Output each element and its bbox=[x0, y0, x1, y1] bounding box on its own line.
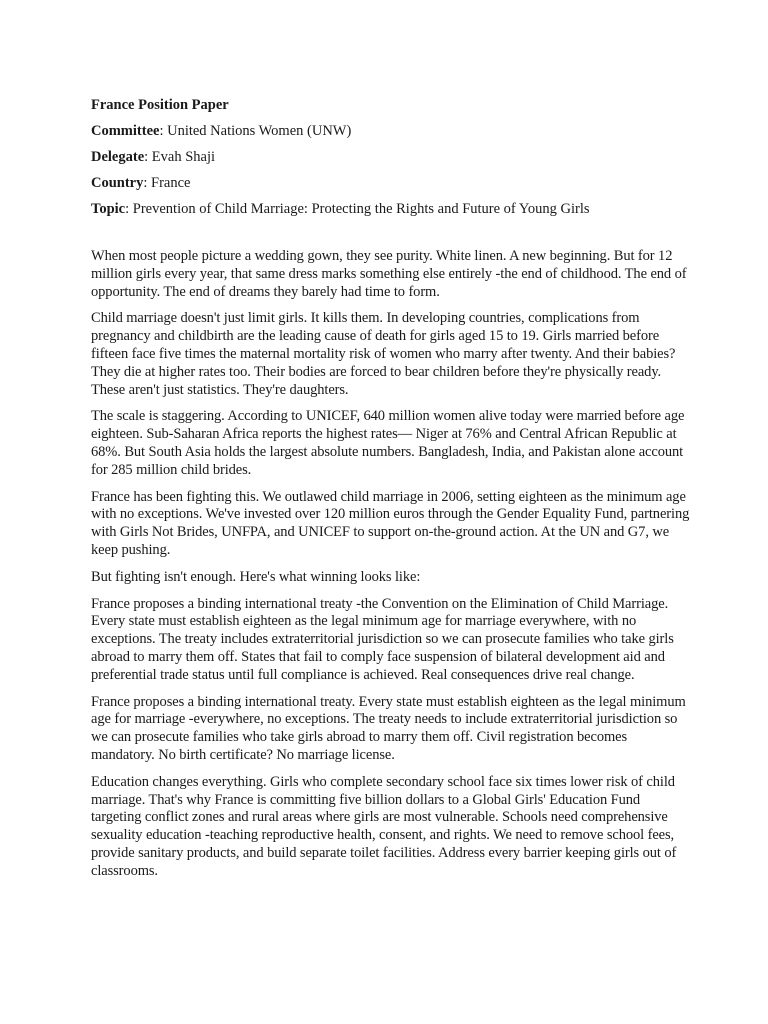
country-label: Country bbox=[91, 175, 144, 191]
topic-line bbox=[91, 200, 691, 218]
committee-label: Committee bbox=[91, 123, 160, 139]
section-spacer bbox=[91, 226, 691, 248]
delegate-line bbox=[91, 148, 691, 166]
paragraph-scale: The scale is staggering. According to UNICEF, 640 million women alive today were married before age eighteen. Sub-Saharan Africa reports the highest rates— Niger at 76% and Central African Republic at 68%. But South Asia holds the largest absolute numbers. Bangladesh, India, and Pakistan alone account for 285 million child brides. bbox=[91, 408, 685, 478]
paragraph-education: Education changes everything. Girls who complete secondary school face six times lower risk of child marriage. That's why France is committing five billion dollars to a Global Girls' Education Fund targeting conflict zones and rural areas where girls are most vulnerable. Schools need comprehensive sexuality education -teaching reproductive health, consent, and rights. We need to remove school fees, provide sanitary products, and build separate toilet facilities. Address every barrier keeping girls out of classrooms. bbox=[91, 773, 677, 879]
topic-label: Topic bbox=[91, 201, 126, 217]
paragraph-france-actions: France has been fighting this. We outlawed child marriage in 2006, setting eighteen as the minimum age with no exceptions. We've invested over 120 million euros through the Gender Equality Fund, partnering with Girls Not Brides, UNFPA, and UNICEF to support on-the-ground action. At the UN and G7, we keep pushing. bbox=[91, 488, 690, 558]
document-page bbox=[91, 96, 691, 890]
committee-line bbox=[91, 122, 691, 140]
delegate-label: Delegate bbox=[91, 149, 145, 165]
paragraph-intro: When most people picture a wedding gown, they see purity. White linen. A new beginning. But for 12 million girls every year, that same dress marks something else entirely -the end of childhood. The end of opportunity. The end of dreams they barely had time to form. bbox=[91, 248, 687, 300]
country-line bbox=[91, 174, 691, 192]
paragraph-treaty-proposal: France proposes a binding international treaty -the Convention on the Elimination of Child Marriage. Every state must establish eighteen as the legal minimum age for marriage everywhere, with no exceptions. The treaty includes extraterritorial jurisdiction so we can prosecute families who take girls abroad to marry them off. States that fail to comply face suspension of bilateral development aid and preferential trade status until full compliance is achieved. Real consequences drive real change. bbox=[91, 595, 674, 683]
topic-value: : Prevention of Child Marriage: Protecting the Rights and Future of Young Girls bbox=[125, 201, 590, 217]
paragraph-treaty-registration: France proposes a binding international treaty. Every state must establish eighteen as the legal minimum age for marriage -everywhere, no exceptions. The treaty needs to include extraterritorial jurisdiction so we can prosecute families who take girls abroad to marry them off. Civil registration becomes mandatory. No birth certificate? No marriage license. bbox=[91, 693, 686, 763]
paragraph-health-risks: Child marriage doesn't just limit girls. It kills them. In developing countries, complications from pregnancy and childbirth are the leading cause of death for girls aged 15 to 19. Girls married before fifteen face five times the maternal mortality risk of women who marry after twenty. And their babies? They die at higher rates too. Their bodies are forced to bear children before they're physically ready. These aren't just statistics. They're daughters. bbox=[91, 310, 676, 398]
document-title: France Position Paper bbox=[91, 97, 229, 113]
country-value: : France bbox=[143, 175, 191, 191]
paragraph-transition: But fighting isn't enough. Here's what winning looks like: bbox=[91, 568, 421, 585]
committee-value: : United Nations Women (UNW) bbox=[159, 123, 352, 139]
delegate-value: : Evah Shaji bbox=[144, 149, 216, 165]
